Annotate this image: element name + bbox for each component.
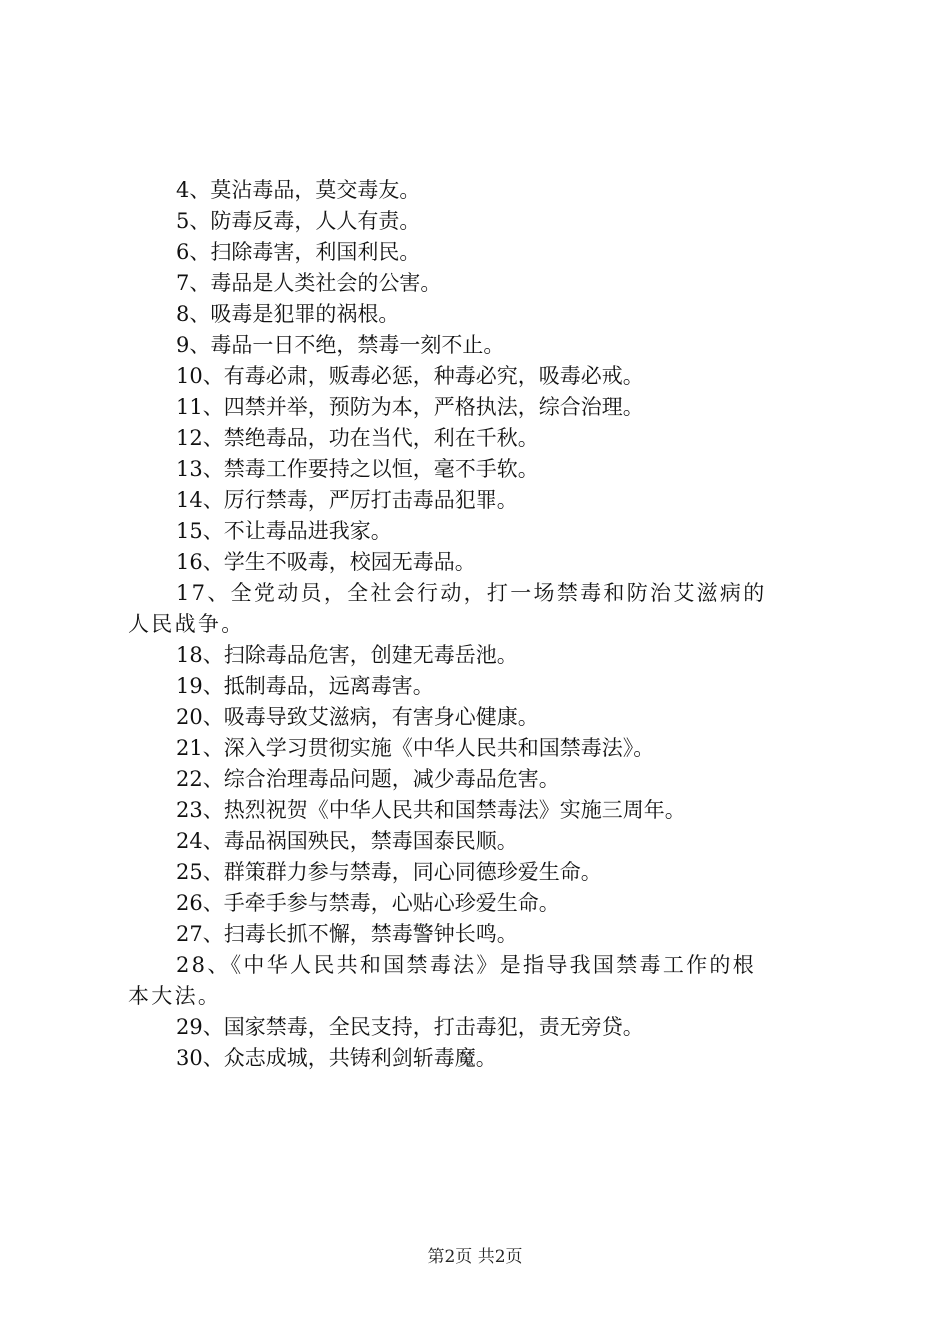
list-item-first-line: 28、《中华人民共和国禁毒法》是指导我国禁毒工作的根 — [176, 953, 757, 977]
list-item: 4、莫沾毒品，莫交毒友。 — [176, 178, 421, 202]
list-item: 25、群策群力参与禁毒，同心同德珍爱生命。 — [176, 860, 602, 884]
list-item: 27、扫毒长抓不懈，禁毒警钟长鸣。 — [176, 922, 518, 946]
list-item-continuation: 人民战争。 — [128, 612, 245, 636]
list-item: 29、国家禁毒，全民支持，打击毒犯，责无旁贷。 — [176, 1015, 644, 1039]
list-item: 21、深入学习贯彻实施《中华人民共和国禁毒法》。 — [176, 736, 655, 760]
list-item-continuation: 本大法。 — [128, 984, 222, 1008]
list-item: 9、毒品一日不绝，禁毒一刻不止。 — [176, 333, 505, 357]
list-item: 12、禁绝毒品，功在当代，利在千秋。 — [176, 426, 539, 450]
list-item: 8、吸毒是犯罪的祸根。 — [176, 302, 400, 326]
list-item: 5、防毒反毒，人人有责。 — [176, 209, 421, 233]
list-item: 7、毒品是人类社会的公害。 — [176, 271, 442, 295]
list-item: 14、厉行禁毒，严厉打击毒品犯罪。 — [176, 488, 518, 512]
list-item: 16、学生不吸毒，校园无毒品。 — [176, 550, 476, 574]
list-item: 30、众志成城，共铸利剑斩毒魔。 — [176, 1046, 497, 1070]
list-item: 19、抵制毒品，远离毒害。 — [176, 674, 434, 698]
page-footer: 第2页 共2页 — [427, 1247, 523, 1267]
list-item: 22、综合治理毒品问题，减少毒品危害。 — [176, 767, 560, 791]
list-item: 26、手牵手参与禁毒，心贴心珍爱生命。 — [176, 891, 560, 915]
list-item: 15、不让毒品进我家。 — [176, 519, 392, 543]
slogan-list — [128, 175, 840, 1074]
list-item: 13、禁毒工作要持之以恒，毫不手软。 — [176, 457, 539, 481]
list-item: 20、吸毒导致艾滋病，有害身心健康。 — [176, 705, 539, 729]
list-item-wrapped — [128, 578, 840, 640]
list-item: 18、扫除毒品危害，创建无毒岳池。 — [176, 643, 518, 667]
list-item-first-line: 17、全党动员，全社会行动，打一场禁毒和防治艾滋病的 — [176, 581, 767, 605]
list-item: 10、有毒必肃，贩毒必惩，种毒必究，吸毒必戒。 — [176, 364, 644, 388]
list-item: 6、扫除毒害，利国利民。 — [176, 240, 421, 264]
list-item: 24、毒品祸国殃民，禁毒国泰民顺。 — [176, 829, 518, 853]
list-item: 11、四禁并举，预防为本，严格执法，综合治理。 — [176, 395, 644, 419]
list-item-wrapped — [128, 950, 840, 1012]
list-item: 23、热烈祝贺《中华人民共和国禁毒法》实施三周年。 — [176, 798, 686, 822]
